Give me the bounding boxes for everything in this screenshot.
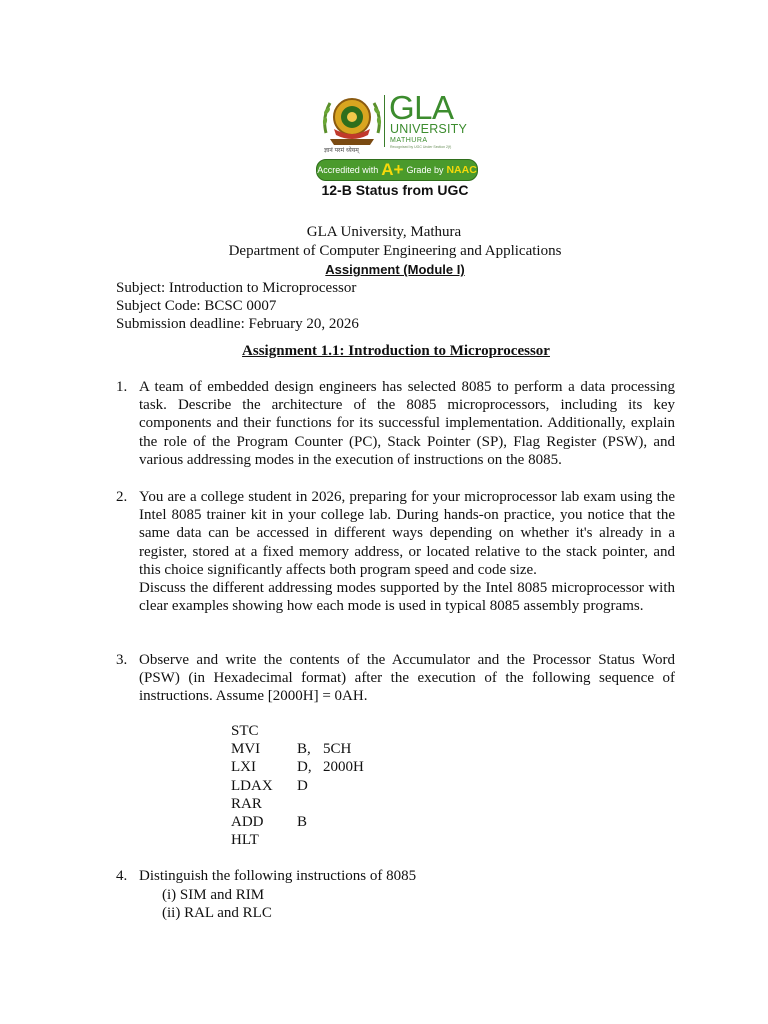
sub-item-1: (i) SIM and RIM bbox=[162, 887, 265, 903]
university-emblem-icon bbox=[320, 93, 384, 149]
question-text: A team of embedded design engineers has selected 8085 to perform a data processing task. Describe the architecture of the 8085 microprocessors, including its key components and their functions for its successful implementation. Additionally, explain the role of the Program Counter (PC), Stack Pointer (SP), Flag Register (PSW), and various addressing modes in the execution of instructions on the 8085. bbox=[139, 379, 675, 468]
opcode: ADD bbox=[231, 813, 264, 830]
operand-2: 5CH bbox=[323, 741, 352, 758]
question-1 bbox=[116, 378, 675, 469]
brand-name: GLA bbox=[389, 89, 454, 126]
question-text-continued: Discuss the different addressing modes supported by the Intel 8085 microprocessor with clear examples showing how each mode is used in typical 8085 assembly programs. bbox=[139, 580, 675, 615]
brand-divider bbox=[384, 95, 385, 147]
department-name: Department of Computer Engineering and Applications bbox=[228, 243, 562, 259]
accreditation-grade: A+ bbox=[381, 160, 404, 179]
subject-code-line: Subject Code: BCSC 0007 bbox=[116, 298, 277, 314]
operand-1: D bbox=[297, 777, 308, 794]
question-2 bbox=[116, 488, 675, 615]
brand-motto: ज्ञानं परमं ध्येयम् bbox=[324, 147, 359, 154]
opcode: RAR bbox=[231, 795, 262, 812]
sub-item-2: (ii) RAL and RLC bbox=[162, 905, 272, 921]
question-number: 2. bbox=[116, 489, 128, 505]
question-4 bbox=[116, 867, 675, 885]
question-number: 4. bbox=[116, 868, 128, 884]
question-text: Distinguish the following instructions of 8085 bbox=[139, 868, 417, 884]
naac-accreditation-badge bbox=[316, 159, 478, 181]
opcode: STC bbox=[231, 723, 259, 739]
question-number: 1. bbox=[116, 379, 128, 395]
assignment-title: Assignment 1.1: Introduction to Microprocessor bbox=[242, 343, 550, 359]
accreditation-prefix: Accredited with bbox=[317, 165, 379, 175]
operand-2: 2000H bbox=[323, 759, 364, 776]
brand-city: MATHURA bbox=[390, 137, 428, 144]
opcode: LXI bbox=[231, 759, 256, 776]
operand-1: B bbox=[297, 813, 308, 830]
question-text: Observe and write the contents of the Accumulator and the Processor Status Word (PSW) (in Hexadecimal format) after the execution of the following sequence of instructions. Assume [2000H] = 0AH. bbox=[139, 652, 675, 705]
question-3 bbox=[116, 651, 675, 706]
deadline-line: Submission deadline: February 20, 2026 bbox=[116, 316, 359, 332]
university-name: GLA University, Mathura bbox=[306, 224, 462, 240]
question-text: You are a college student in 2026, preparing for your microprocessor lab exam using the Intel 8085 trainer kit in your college lab. During hands-on practice, you notice that the same data can be accessed in different ways depending on whether it's already in a register, stored at a fixed memory address, or located relative to the stack pointer, and this choice significantly affects both program speed and code size. bbox=[139, 489, 675, 578]
brand-recognition: Recognised by UGC Under Section 2(f) bbox=[390, 145, 452, 149]
opcode: MVI bbox=[231, 741, 261, 758]
accreditation-suffix: Grade by bbox=[406, 165, 444, 175]
operand-1: B, bbox=[297, 741, 311, 758]
brand-subtitle: UNIVERSITY bbox=[390, 122, 468, 136]
subject-line: Subject: Introduction to Microprocessor bbox=[116, 280, 357, 296]
question-number: 3. bbox=[116, 652, 128, 668]
document-type: Assignment (Module I) bbox=[325, 262, 465, 277]
opcode: LDAX bbox=[231, 777, 273, 794]
operand-1: D, bbox=[297, 759, 312, 776]
opcode: HLT bbox=[231, 832, 259, 849]
accreditation-body: NAAC bbox=[446, 164, 477, 176]
ugc-status: 12-B Status from UGC bbox=[321, 182, 469, 198]
